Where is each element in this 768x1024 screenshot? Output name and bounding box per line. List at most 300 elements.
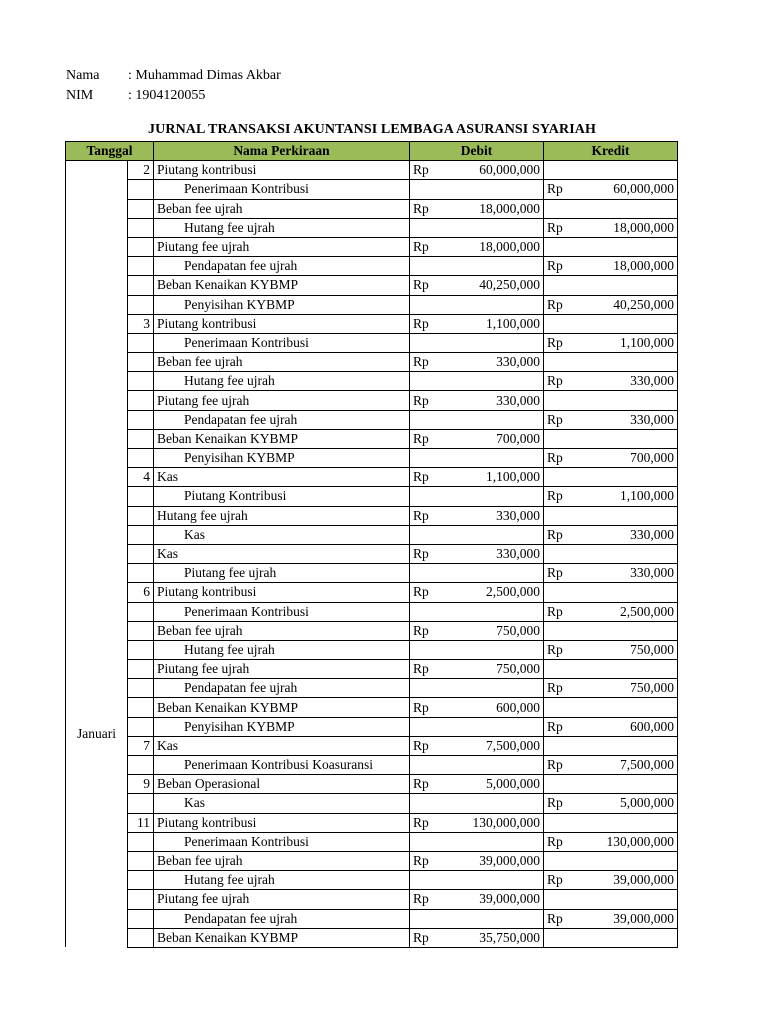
- account-name: Beban Kenaikan KYBMP: [154, 698, 410, 717]
- debit-cell: [410, 391, 544, 410]
- currency-symbol: Rp: [547, 641, 563, 657]
- journal-row: [66, 180, 678, 199]
- account-name: Piutang kontribusi: [154, 161, 410, 180]
- day-cell: [128, 487, 154, 506]
- nim-value: : 1904120055: [128, 88, 206, 103]
- document-title: JURNAL TRANSAKSI AKUNTANSI LEMBAGA ASURANSI SYARIAH: [148, 122, 596, 137]
- day-cell: [128, 506, 154, 525]
- debit-cell: [410, 468, 544, 487]
- kredit-cell: [544, 276, 678, 295]
- currency-symbol: Rp: [413, 622, 429, 638]
- account-name: Hutang fee ujrah: [154, 640, 410, 659]
- account-name: Hutang fee ujrah: [154, 372, 410, 391]
- debit-amount: 5,000,000: [486, 776, 540, 792]
- kredit-cell: [544, 161, 678, 180]
- journal-row: [66, 468, 678, 487]
- day-cell: [128, 717, 154, 736]
- day-cell: 6: [128, 583, 154, 602]
- debit-cell: [410, 640, 544, 659]
- kredit-amount: 18,000,000: [613, 258, 674, 274]
- account-name: Penerimaan Kontribusi: [154, 832, 410, 851]
- account-name: Beban fee ujrah: [154, 621, 410, 640]
- currency-symbol: Rp: [547, 219, 563, 235]
- account-name: Pendapatan fee ujrah: [154, 679, 410, 698]
- debit-cell: [410, 487, 544, 506]
- debit-cell: [410, 353, 544, 372]
- currency-symbol: Rp: [413, 699, 429, 715]
- day-cell: [128, 909, 154, 928]
- kredit-cell: [544, 429, 678, 448]
- currency-symbol: Rp: [413, 891, 429, 907]
- currency-symbol: Rp: [547, 872, 563, 888]
- kredit-amount: 2,500,000: [620, 603, 674, 619]
- journal-row: [66, 353, 678, 372]
- journal-row: [66, 679, 678, 698]
- debit-cell: [410, 698, 544, 717]
- kredit-cell: [544, 698, 678, 717]
- journal-row: [66, 314, 678, 333]
- currency-symbol: Rp: [547, 718, 563, 734]
- kredit-amount: 750,000: [630, 680, 674, 696]
- kredit-cell: [544, 851, 678, 870]
- account-name: Kas: [154, 468, 410, 487]
- kredit-cell: [544, 660, 678, 679]
- kredit-cell: [544, 372, 678, 391]
- debit-amount: 330,000: [496, 507, 540, 523]
- journal-row: [66, 928, 678, 947]
- currency-symbol: Rp: [547, 680, 563, 696]
- day-cell: 3: [128, 314, 154, 333]
- account-name: Beban Operasional: [154, 775, 410, 794]
- name-label: Nama: [66, 68, 100, 83]
- day-cell: 4: [128, 468, 154, 487]
- account-name: Hutang fee ujrah: [154, 218, 410, 237]
- kredit-cell: [544, 813, 678, 832]
- journal-row: [66, 237, 678, 256]
- day-cell: [128, 353, 154, 372]
- debit-amount: 330,000: [496, 392, 540, 408]
- debit-amount: 35,750,000: [479, 929, 540, 945]
- kredit-amount: 1,100,000: [620, 334, 674, 350]
- debit-cell: [410, 736, 544, 755]
- debit-cell: [410, 660, 544, 679]
- currency-symbol: Rp: [413, 853, 429, 869]
- kredit-amount: 330,000: [630, 373, 674, 389]
- journal-row: [66, 775, 678, 794]
- journal-row: [66, 813, 678, 832]
- kredit-cell: [544, 794, 678, 813]
- debit-amount: 2,500,000: [486, 584, 540, 600]
- account-name: Piutang fee ujrah: [154, 890, 410, 909]
- journal-row: [66, 161, 678, 180]
- journal-row: [66, 851, 678, 870]
- currency-symbol: Rp: [547, 526, 563, 542]
- debit-amount: 750,000: [496, 661, 540, 677]
- currency-symbol: Rp: [413, 430, 429, 446]
- journal-row: [66, 756, 678, 775]
- currency-symbol: Rp: [413, 776, 429, 792]
- kredit-cell: [544, 353, 678, 372]
- account-name: Piutang kontribusi: [154, 583, 410, 602]
- kredit-cell: [544, 525, 678, 544]
- kredit-amount: 750,000: [630, 641, 674, 657]
- day-cell: [128, 794, 154, 813]
- account-name: Hutang fee ujrah: [154, 871, 410, 890]
- journal-row: [66, 257, 678, 276]
- kredit-cell: [544, 180, 678, 199]
- journal-row: [66, 410, 678, 429]
- currency-symbol: Rp: [547, 411, 563, 427]
- journal-row: [66, 909, 678, 928]
- debit-cell: [410, 410, 544, 429]
- currency-symbol: Rp: [547, 833, 563, 849]
- currency-symbol: Rp: [413, 277, 429, 293]
- currency-symbol: Rp: [547, 296, 563, 312]
- day-cell: [128, 333, 154, 352]
- journal-row: [66, 621, 678, 640]
- day-cell: [128, 237, 154, 256]
- column-header-kredit: Kredit: [544, 142, 678, 161]
- journal-row: [66, 717, 678, 736]
- account-name: Pendapatan fee ujrah: [154, 257, 410, 276]
- account-name: Kas: [154, 525, 410, 544]
- debit-cell: [410, 333, 544, 352]
- kredit-cell: [544, 621, 678, 640]
- kredit-cell: [544, 314, 678, 333]
- journal-row: [66, 544, 678, 563]
- kredit-cell: [544, 257, 678, 276]
- day-cell: [128, 429, 154, 448]
- kredit-amount: 60,000,000: [613, 181, 674, 197]
- day-cell: [128, 621, 154, 640]
- currency-symbol: Rp: [413, 239, 429, 255]
- kredit-amount: 7,500,000: [620, 757, 674, 773]
- day-cell: [128, 756, 154, 775]
- currency-symbol: Rp: [413, 661, 429, 677]
- debit-cell: [410, 161, 544, 180]
- journal-row: [66, 218, 678, 237]
- day-cell: 7: [128, 736, 154, 755]
- debit-amount: 7,500,000: [486, 737, 540, 753]
- kredit-amount: 600,000: [630, 718, 674, 734]
- debit-cell: [410, 621, 544, 640]
- debit-amount: 600,000: [496, 699, 540, 715]
- kredit-cell: [544, 602, 678, 621]
- day-cell: [128, 372, 154, 391]
- day-cell: [128, 180, 154, 199]
- debit-cell: [410, 602, 544, 621]
- journal-row: [66, 333, 678, 352]
- debit-cell: [410, 372, 544, 391]
- kredit-cell: [544, 583, 678, 602]
- debit-cell: [410, 717, 544, 736]
- debit-cell: [410, 429, 544, 448]
- day-cell: [128, 871, 154, 890]
- account-name: Penyisihan KYBMP: [154, 717, 410, 736]
- column-header-debit: Debit: [410, 142, 544, 161]
- journal-row: [66, 391, 678, 410]
- kredit-cell: [544, 832, 678, 851]
- currency-symbol: Rp: [413, 315, 429, 331]
- kredit-cell: [544, 775, 678, 794]
- currency-symbol: Rp: [547, 488, 563, 504]
- kredit-cell: [544, 679, 678, 698]
- kredit-amount: 39,000,000: [613, 872, 674, 888]
- nim-label: NIM: [66, 88, 94, 103]
- debit-amount: 330,000: [496, 354, 540, 370]
- debit-amount: 39,000,000: [479, 853, 540, 869]
- currency-symbol: Rp: [413, 814, 429, 830]
- debit-cell: [410, 218, 544, 237]
- day-cell: [128, 218, 154, 237]
- account-name: Beban fee ujrah: [154, 353, 410, 372]
- debit-amount: 1,100,000: [486, 469, 540, 485]
- debit-cell: [410, 257, 544, 276]
- kredit-amount: 700,000: [630, 450, 674, 466]
- debit-cell: [410, 564, 544, 583]
- kredit-cell: [544, 890, 678, 909]
- debit-cell: [410, 851, 544, 870]
- debit-cell: [410, 237, 544, 256]
- day-cell: [128, 890, 154, 909]
- kredit-cell: [544, 468, 678, 487]
- currency-symbol: Rp: [413, 737, 429, 753]
- day-cell: [128, 199, 154, 218]
- debit-amount: 18,000,000: [479, 200, 540, 216]
- currency-symbol: Rp: [413, 584, 429, 600]
- kredit-cell: [544, 391, 678, 410]
- debit-cell: [410, 928, 544, 947]
- account-name: Piutang kontribusi: [154, 314, 410, 333]
- account-name: Hutang fee ujrah: [154, 506, 410, 525]
- kredit-amount: 1,100,000: [620, 488, 674, 504]
- kredit-cell: [544, 199, 678, 218]
- account-name: Pendapatan fee ujrah: [154, 410, 410, 429]
- kredit-cell: [544, 871, 678, 890]
- journal-row: [66, 506, 678, 525]
- journal-row: [66, 890, 678, 909]
- kredit-cell: [544, 640, 678, 659]
- account-name: Penerimaan Kontribusi: [154, 333, 410, 352]
- table-header-row: [66, 142, 678, 161]
- debit-cell: [410, 756, 544, 775]
- currency-symbol: Rp: [547, 450, 563, 466]
- debit-cell: [410, 276, 544, 295]
- account-name: Penerimaan Kontribusi: [154, 180, 410, 199]
- kredit-cell: [544, 218, 678, 237]
- account-name: Penerimaan Kontribusi Koasuransi: [154, 756, 410, 775]
- journal-row: [66, 199, 678, 218]
- day-cell: [128, 602, 154, 621]
- day-cell: [128, 698, 154, 717]
- kredit-cell: [544, 333, 678, 352]
- journal-row: [66, 276, 678, 295]
- journal-row: [66, 525, 678, 544]
- column-header-nama-perkiraan: Nama Perkiraan: [154, 142, 410, 161]
- kredit-cell: [544, 909, 678, 928]
- debit-amount: 750,000: [496, 622, 540, 638]
- account-name: Beban Kenaikan KYBMP: [154, 928, 410, 947]
- account-name: Penyisihan KYBMP: [154, 449, 410, 468]
- day-cell: [128, 832, 154, 851]
- kredit-cell: [544, 717, 678, 736]
- account-name: Piutang fee ujrah: [154, 391, 410, 410]
- day-cell: 2: [128, 161, 154, 180]
- day-cell: [128, 449, 154, 468]
- day-cell: [128, 660, 154, 679]
- day-cell: [128, 295, 154, 314]
- kredit-amount: 130,000,000: [606, 833, 674, 849]
- debit-cell: [410, 871, 544, 890]
- debit-amount: 40,250,000: [479, 277, 540, 293]
- name-value: : Muhammad Dimas Akbar: [128, 68, 281, 83]
- account-name: Penyisihan KYBMP: [154, 295, 410, 314]
- account-name: Beban Kenaikan KYBMP: [154, 276, 410, 295]
- debit-amount: 18,000,000: [479, 239, 540, 255]
- account-name: Beban fee ujrah: [154, 851, 410, 870]
- account-name: Piutang fee ujrah: [154, 660, 410, 679]
- debit-amount: 60,000,000: [479, 162, 540, 178]
- journal-row: [66, 794, 678, 813]
- journal-row: [66, 487, 678, 506]
- journal-row: [66, 832, 678, 851]
- journal-row: [66, 295, 678, 314]
- debit-amount: 1,100,000: [486, 315, 540, 331]
- kredit-amount: 330,000: [630, 411, 674, 427]
- kredit-cell: [544, 928, 678, 947]
- day-cell: 11: [128, 813, 154, 832]
- currency-symbol: Rp: [547, 795, 563, 811]
- account-name: Penerimaan Kontribusi: [154, 602, 410, 621]
- day-cell: [128, 525, 154, 544]
- journal-row: [66, 736, 678, 755]
- journal-row: [66, 602, 678, 621]
- kredit-amount: 330,000: [630, 565, 674, 581]
- currency-symbol: Rp: [413, 507, 429, 523]
- account-name: Pendapatan fee ujrah: [154, 909, 410, 928]
- journal-row: [66, 372, 678, 391]
- currency-symbol: Rp: [547, 334, 563, 350]
- kredit-amount: 39,000,000: [613, 910, 674, 926]
- kredit-cell: [544, 564, 678, 583]
- kredit-cell: [544, 295, 678, 314]
- kredit-amount: 18,000,000: [613, 219, 674, 235]
- debit-cell: [410, 199, 544, 218]
- journal-row: [66, 583, 678, 602]
- currency-symbol: Rp: [547, 258, 563, 274]
- student-id-line: [66, 86, 205, 105]
- account-name: Piutang Kontribusi: [154, 487, 410, 506]
- debit-cell: [410, 449, 544, 468]
- currency-symbol: Rp: [413, 200, 429, 216]
- day-cell: [128, 640, 154, 659]
- account-name: Piutang fee ujrah: [154, 564, 410, 583]
- kredit-cell: [544, 506, 678, 525]
- month-label: Januari: [66, 161, 128, 948]
- day-cell: [128, 257, 154, 276]
- debit-cell: [410, 832, 544, 851]
- debit-cell: [410, 679, 544, 698]
- kredit-amount: 40,250,000: [613, 296, 674, 312]
- kredit-cell: [544, 237, 678, 256]
- currency-symbol: Rp: [413, 392, 429, 408]
- debit-cell: [410, 525, 544, 544]
- journal-row: [66, 871, 678, 890]
- day-cell: 9: [128, 775, 154, 794]
- day-cell: [128, 276, 154, 295]
- debit-amount: 330,000: [496, 546, 540, 562]
- currency-symbol: Rp: [413, 929, 429, 945]
- journal-row: [66, 698, 678, 717]
- debit-cell: [410, 794, 544, 813]
- currency-symbol: Rp: [413, 546, 429, 562]
- account-name: Beban Kenaikan KYBMP: [154, 429, 410, 448]
- account-name: Piutang fee ujrah: [154, 237, 410, 256]
- journal-row: [66, 429, 678, 448]
- currency-symbol: Rp: [413, 354, 429, 370]
- currency-symbol: Rp: [547, 603, 563, 619]
- debit-cell: [410, 314, 544, 333]
- student-name-line: [66, 66, 281, 85]
- debit-cell: [410, 909, 544, 928]
- debit-cell: [410, 180, 544, 199]
- kredit-amount: 5,000,000: [620, 795, 674, 811]
- debit-cell: [410, 813, 544, 832]
- kredit-cell: [544, 487, 678, 506]
- kredit-amount: 330,000: [630, 526, 674, 542]
- currency-symbol: Rp: [547, 181, 563, 197]
- kredit-cell: [544, 449, 678, 468]
- day-cell: [128, 391, 154, 410]
- debit-amount: 130,000,000: [472, 814, 540, 830]
- account-name: Beban fee ujrah: [154, 199, 410, 218]
- debit-cell: [410, 295, 544, 314]
- journal-body: [66, 161, 678, 948]
- debit-cell: [410, 506, 544, 525]
- currency-symbol: Rp: [413, 469, 429, 485]
- currency-symbol: Rp: [413, 162, 429, 178]
- kredit-cell: [544, 544, 678, 563]
- account-name: Piutang kontribusi: [154, 813, 410, 832]
- journal-row: [66, 660, 678, 679]
- journal-row: [66, 564, 678, 583]
- day-cell: [128, 564, 154, 583]
- debit-amount: 39,000,000: [479, 891, 540, 907]
- journal-row: [66, 449, 678, 468]
- kredit-cell: [544, 736, 678, 755]
- kredit-cell: [544, 410, 678, 429]
- currency-symbol: Rp: [547, 373, 563, 389]
- day-cell: [128, 679, 154, 698]
- currency-symbol: Rp: [547, 565, 563, 581]
- debit-cell: [410, 775, 544, 794]
- journal-table: [65, 141, 678, 948]
- journal-row: [66, 640, 678, 659]
- column-header-tanggal: Tanggal: [66, 142, 154, 161]
- debit-cell: [410, 583, 544, 602]
- account-name: Kas: [154, 736, 410, 755]
- debit-amount: 700,000: [496, 430, 540, 446]
- currency-symbol: Rp: [547, 910, 563, 926]
- kredit-cell: [544, 756, 678, 775]
- account-name: Kas: [154, 544, 410, 563]
- day-cell: [128, 851, 154, 870]
- account-name: Kas: [154, 794, 410, 813]
- debit-cell: [410, 890, 544, 909]
- currency-symbol: Rp: [547, 757, 563, 773]
- day-cell: [128, 928, 154, 947]
- day-cell: [128, 410, 154, 429]
